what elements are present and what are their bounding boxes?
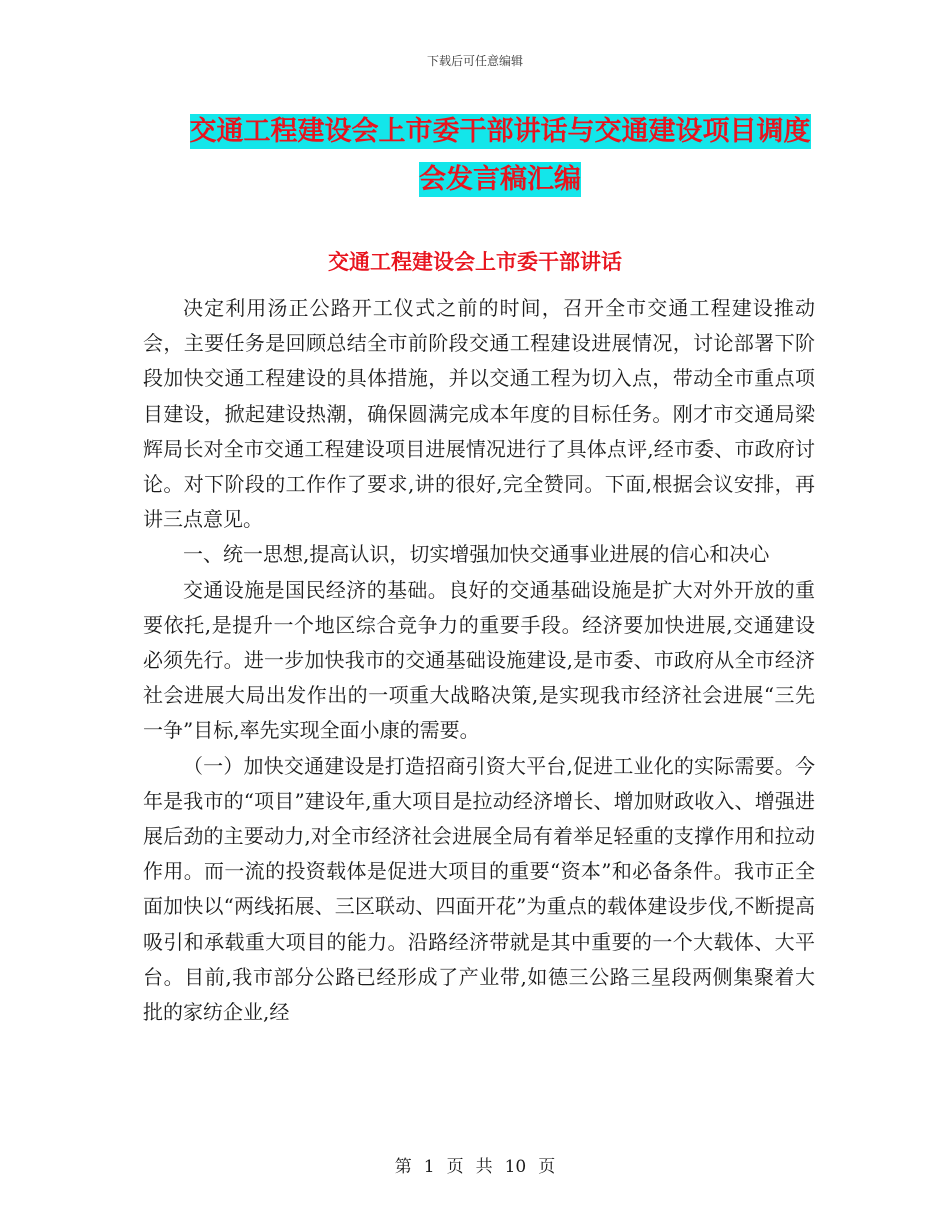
paragraph: 一、统一思想,提高认识，切实增强加快交通事业进展的信心和决心 — [183, 542, 770, 567]
paragraph: （一）加快交通建设是打造招商引资大平台,促进工业化的实际需要。今年是我市的“项目”建设年,重大项目是拉动经济增长、增加财政收入、增强进展后劲的主要动力,对全市经济社会进展全局有着举足轻重的支撑作用和拉动作用。而一流的投资载体是促进大项目的重要“资本”和必备条件。我市正全面加快以“两线拓展、三区联动、四面开花”为重点的载体建设步伐,不断提高吸引和承载重大项目的能力。沿路经济带就是其中重要的一个大载体、大平台。目前,我市部分公路已经形成了产业带,如德三公路三星段两侧集聚着大批的家纺企业,经 — [143, 753, 815, 1025]
page-number: 1 — [423, 1157, 435, 1177]
document-body — [143, 291, 815, 1030]
document-title-line-1: 交通工程建设会上市委干部讲话与交通建设项目调度 — [189, 116, 811, 147]
total-unit: 页 — [538, 1157, 556, 1177]
section-title: 交通工程建设会上市委干部讲话 — [328, 250, 622, 274]
page-label: 第 — [394, 1157, 412, 1177]
header-note: 下载后可任意编辑 — [426, 54, 523, 68]
document-title — [150, 108, 850, 204]
paragraph: 交通设施是国民经济的基础。良好的交通基础设施是扩大对外开放的重要依托,是提升一个地区综合竞争力的重要手段。经济要加快进展,交通建设必须先行。进一步加快我市的交通基础设施建设,是市委、市政府从全市经济社会进展大局出发作出的一项重大战略决策,是实现我市经济社会进展“三先一争”目标,率先实现全面小康的需要。 — [143, 577, 815, 743]
paragraph: 决定利用汤正公路开工仪式之前的时间，召开全市交通工程建设推动会，主要任务是回顾总结全市前阶段交通工程建设进展情况，讨论部署下阶段加快交通工程建设的具体措施，并以交通工程为切入点，带动全市重点项目建设，掀起建设热潮，确保圆满完成本年度的目标任务。刚才市交通局梁辉局长对全市交通工程建设项目进展情况进行了具体点评,经市委、市政府讨论。对下阶段的工作作了要求,讲的很好,完全赞同。下面,根据会议安排，再讲三点意见。 — [143, 296, 815, 532]
total-pages: 10 — [504, 1157, 527, 1177]
page-unit: 页 — [446, 1157, 464, 1177]
document-title-line-2: 会发言稿汇编 — [419, 164, 581, 195]
total-label: 共 — [475, 1157, 493, 1177]
page-footer — [0, 1152, 950, 1177]
